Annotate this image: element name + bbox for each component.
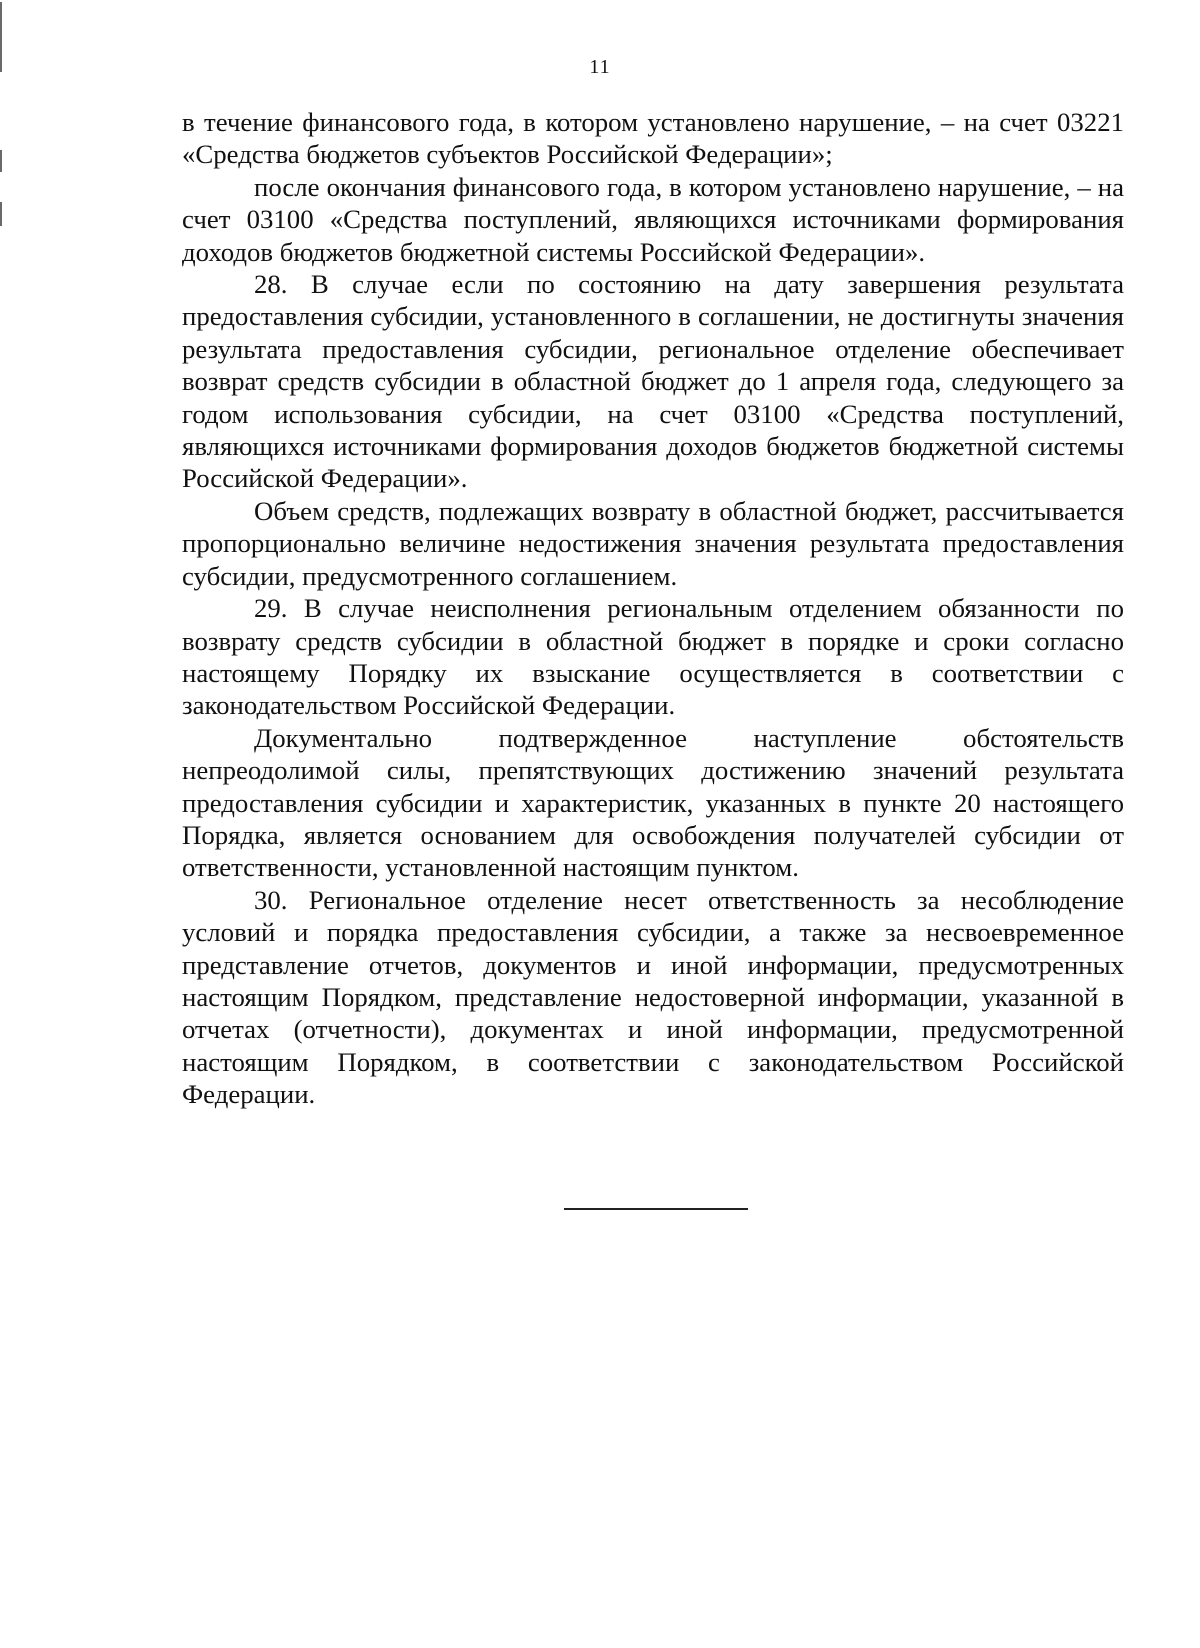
end-of-document-rule bbox=[564, 1208, 748, 1210]
paragraph-refund-volume: Объем средств, подлежащих возврату в областной бюджет, рассчитывается пропорционально величине недостижения значения результата предоставления субсидии, предусмотренного соглашением. bbox=[182, 495, 1124, 591]
paragraph-clause-29: 29. В случае неисполнения региональным отделением обязанности по возврату средств субсидии в областной бюджет в порядке и сроки согласно настоящему Порядку их взыскание осуществляется в соответствии с законодательством Российской Федерации. bbox=[182, 593, 1124, 721]
paragraph-clause-28: 28. В случае если по состоянию на дату завершения результата предоставления субсидии, установленного в соглашении, не достигнуты значения результата предоставления субсидии, региональное отделение обеспечивает возврат средств субсидии в областной бюджет до 1 апреля года, следующего за годом использования субсидии, на счет 03100 «Средства поступлений, являющихся источниками формирования доходов бюджетов бюджетной системы Российской Федерации». bbox=[182, 269, 1124, 494]
scan-edge-mark-lower bbox=[0, 202, 2, 226]
paragraph-payment-during-year: в течение финансового года, в котором установлено нарушение, – на счет 03221 «Средства бюджетов субъектов Российской Федерации»; bbox=[182, 107, 1124, 170]
page-number: 11 bbox=[589, 56, 611, 78]
document-body bbox=[182, 106, 1124, 1111]
scan-edge-mark-middle bbox=[0, 150, 2, 172]
paragraph-clause-30: 30. Региональное отделение несет ответственность за несоблюдение условий и порядка предоставления субсидии, а также за несвоевременное представление отчетов, документов и иной информации, предусмотренных настоящим Порядком, представление недостоверной информации, указанной в отчетах (отчетности), документах и иной информации, предусмотренной настоящим Порядком, в соответствии с законодательством Российской Федерации. bbox=[182, 884, 1124, 1110]
paragraph-payment-after-year: после окончания финансового года, в котором установлено нарушение, – на счет 03100 «Средства поступлений, являющихся источниками формирования доходов бюджетов бюджетной системы Российской Федерации». bbox=[182, 171, 1124, 267]
paragraph-force-majeure: Документально подтвержденное наступление обстоятельств непреодолимой силы, препятствующих достижению значений результата предоставления субсидии и характеристик, указанных в пункте 20 настоящего Порядка, является основанием для освобождения получателей субсидии от ответственности, установленной настоящим пунктом. bbox=[182, 722, 1124, 883]
